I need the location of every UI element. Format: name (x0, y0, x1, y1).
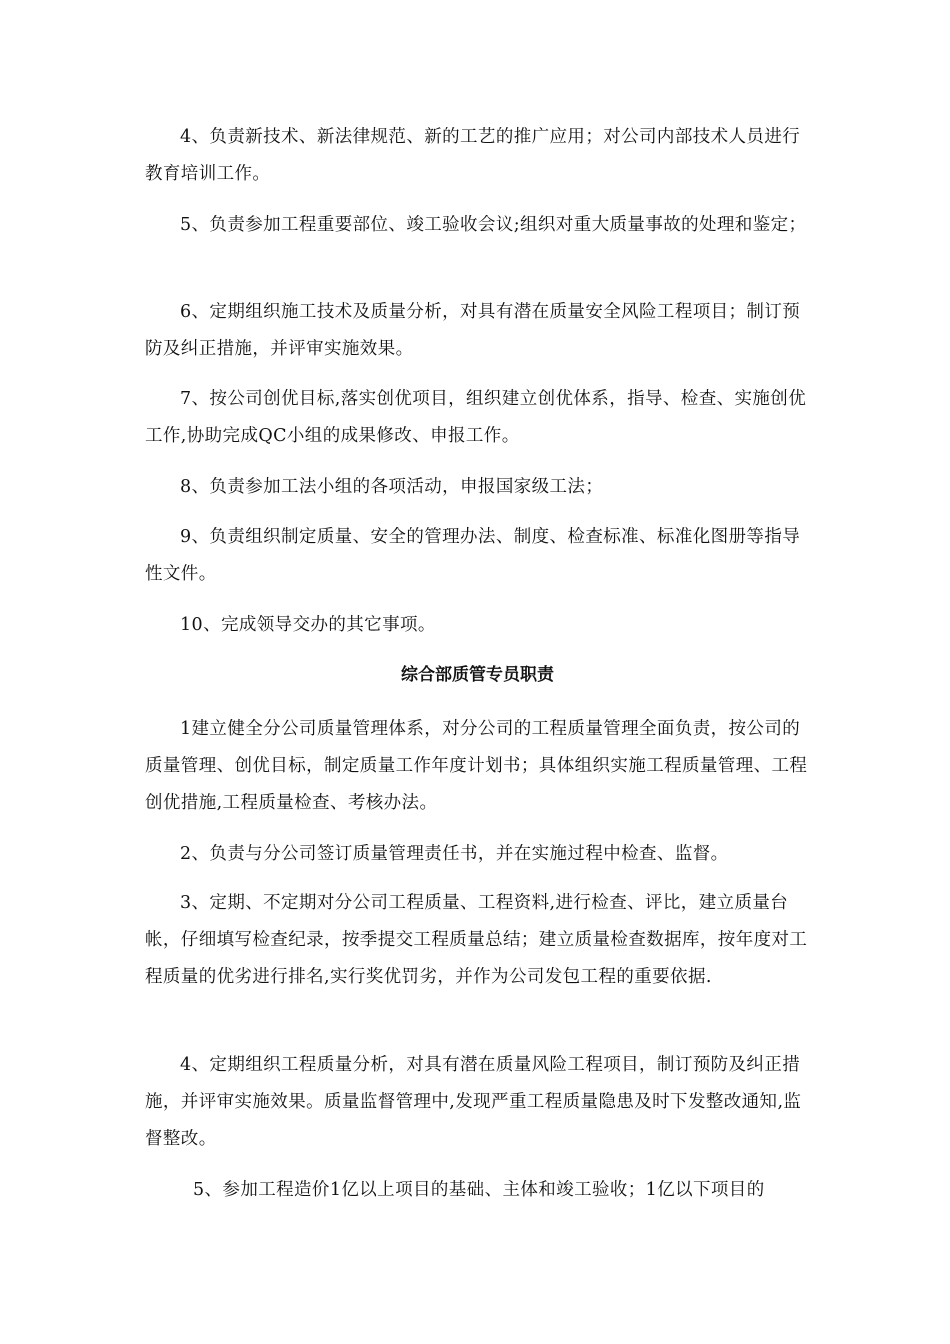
duty-item-3: 3、定期、不定期对分公司工程质量、工程资料,进行检查、评比，建立质量台帐，仔细填写检查纪录，按季提交工程质量总结；建立质量检查数据库，按年度对工程质量的优劣进行排名,实行奖优罚劣，并作为公司发包工程的重要依据. (145, 893, 808, 987)
paragraph-item-5: 5、负责参加工程重要部位、竣工验收会议;组织对重大质量事故的处理和鉴定； (180, 215, 807, 235)
paragraph-item-7: 7、按公司创优目标,落实创优项目，组织建立创优体系，指导、检查、实施创优工作,协助完成QC小组的成果修改、申报工作。 (145, 389, 807, 446)
paragraph-item-9: 9、负责组织制定质量、安全的管理办法、制度、检查标准、标准化图册等指导性文件。 (145, 527, 801, 584)
paragraph-item-6: 6、定期组织施工技术及质量分析，对具有潜在质量安全风险工程项目；制订预防及纠正措施，并评审实施效果。 (145, 302, 801, 359)
duty-item-4: 4、定期组织工程质量分析，对具有潜在质量风险工程项目，制订预防及纠正措施，并评审实施效果。质量监督管理中,发现严重工程质量隐患及时下发整改通知,监督整改。 (145, 1055, 802, 1149)
duty-item-1: 1建立健全分公司质量管理体系，对分公司的工程质量管理全面负责，按公司的质量管理、创优目标，制定质量工作年度计划书；具体组织实施工程质量管理、工程创优措施,工程质量检查、考核办法。 (145, 719, 808, 813)
duty-item-2: 2、负责与分公司签订质量管理责任书，并在实施过程中检查、监督。 (180, 844, 729, 864)
duty-item-5: 5、参加工程造价1亿以上项目的基础、主体和竣工验收；1亿以下项目的 (193, 1180, 765, 1200)
section-title: 综合部质管专员职责 (401, 665, 554, 685)
paragraph-item-8: 8、负责参加工法小组的各项活动，申报国家级工法； (180, 477, 604, 497)
paragraph-item-10: 10、完成领导交办的其它事项。 (180, 615, 436, 635)
paragraph-item-4: 4、负责新技术、新法律规范、新的工艺的推广应用；对公司内部技术人员进行教育培训工作。 (145, 127, 801, 184)
